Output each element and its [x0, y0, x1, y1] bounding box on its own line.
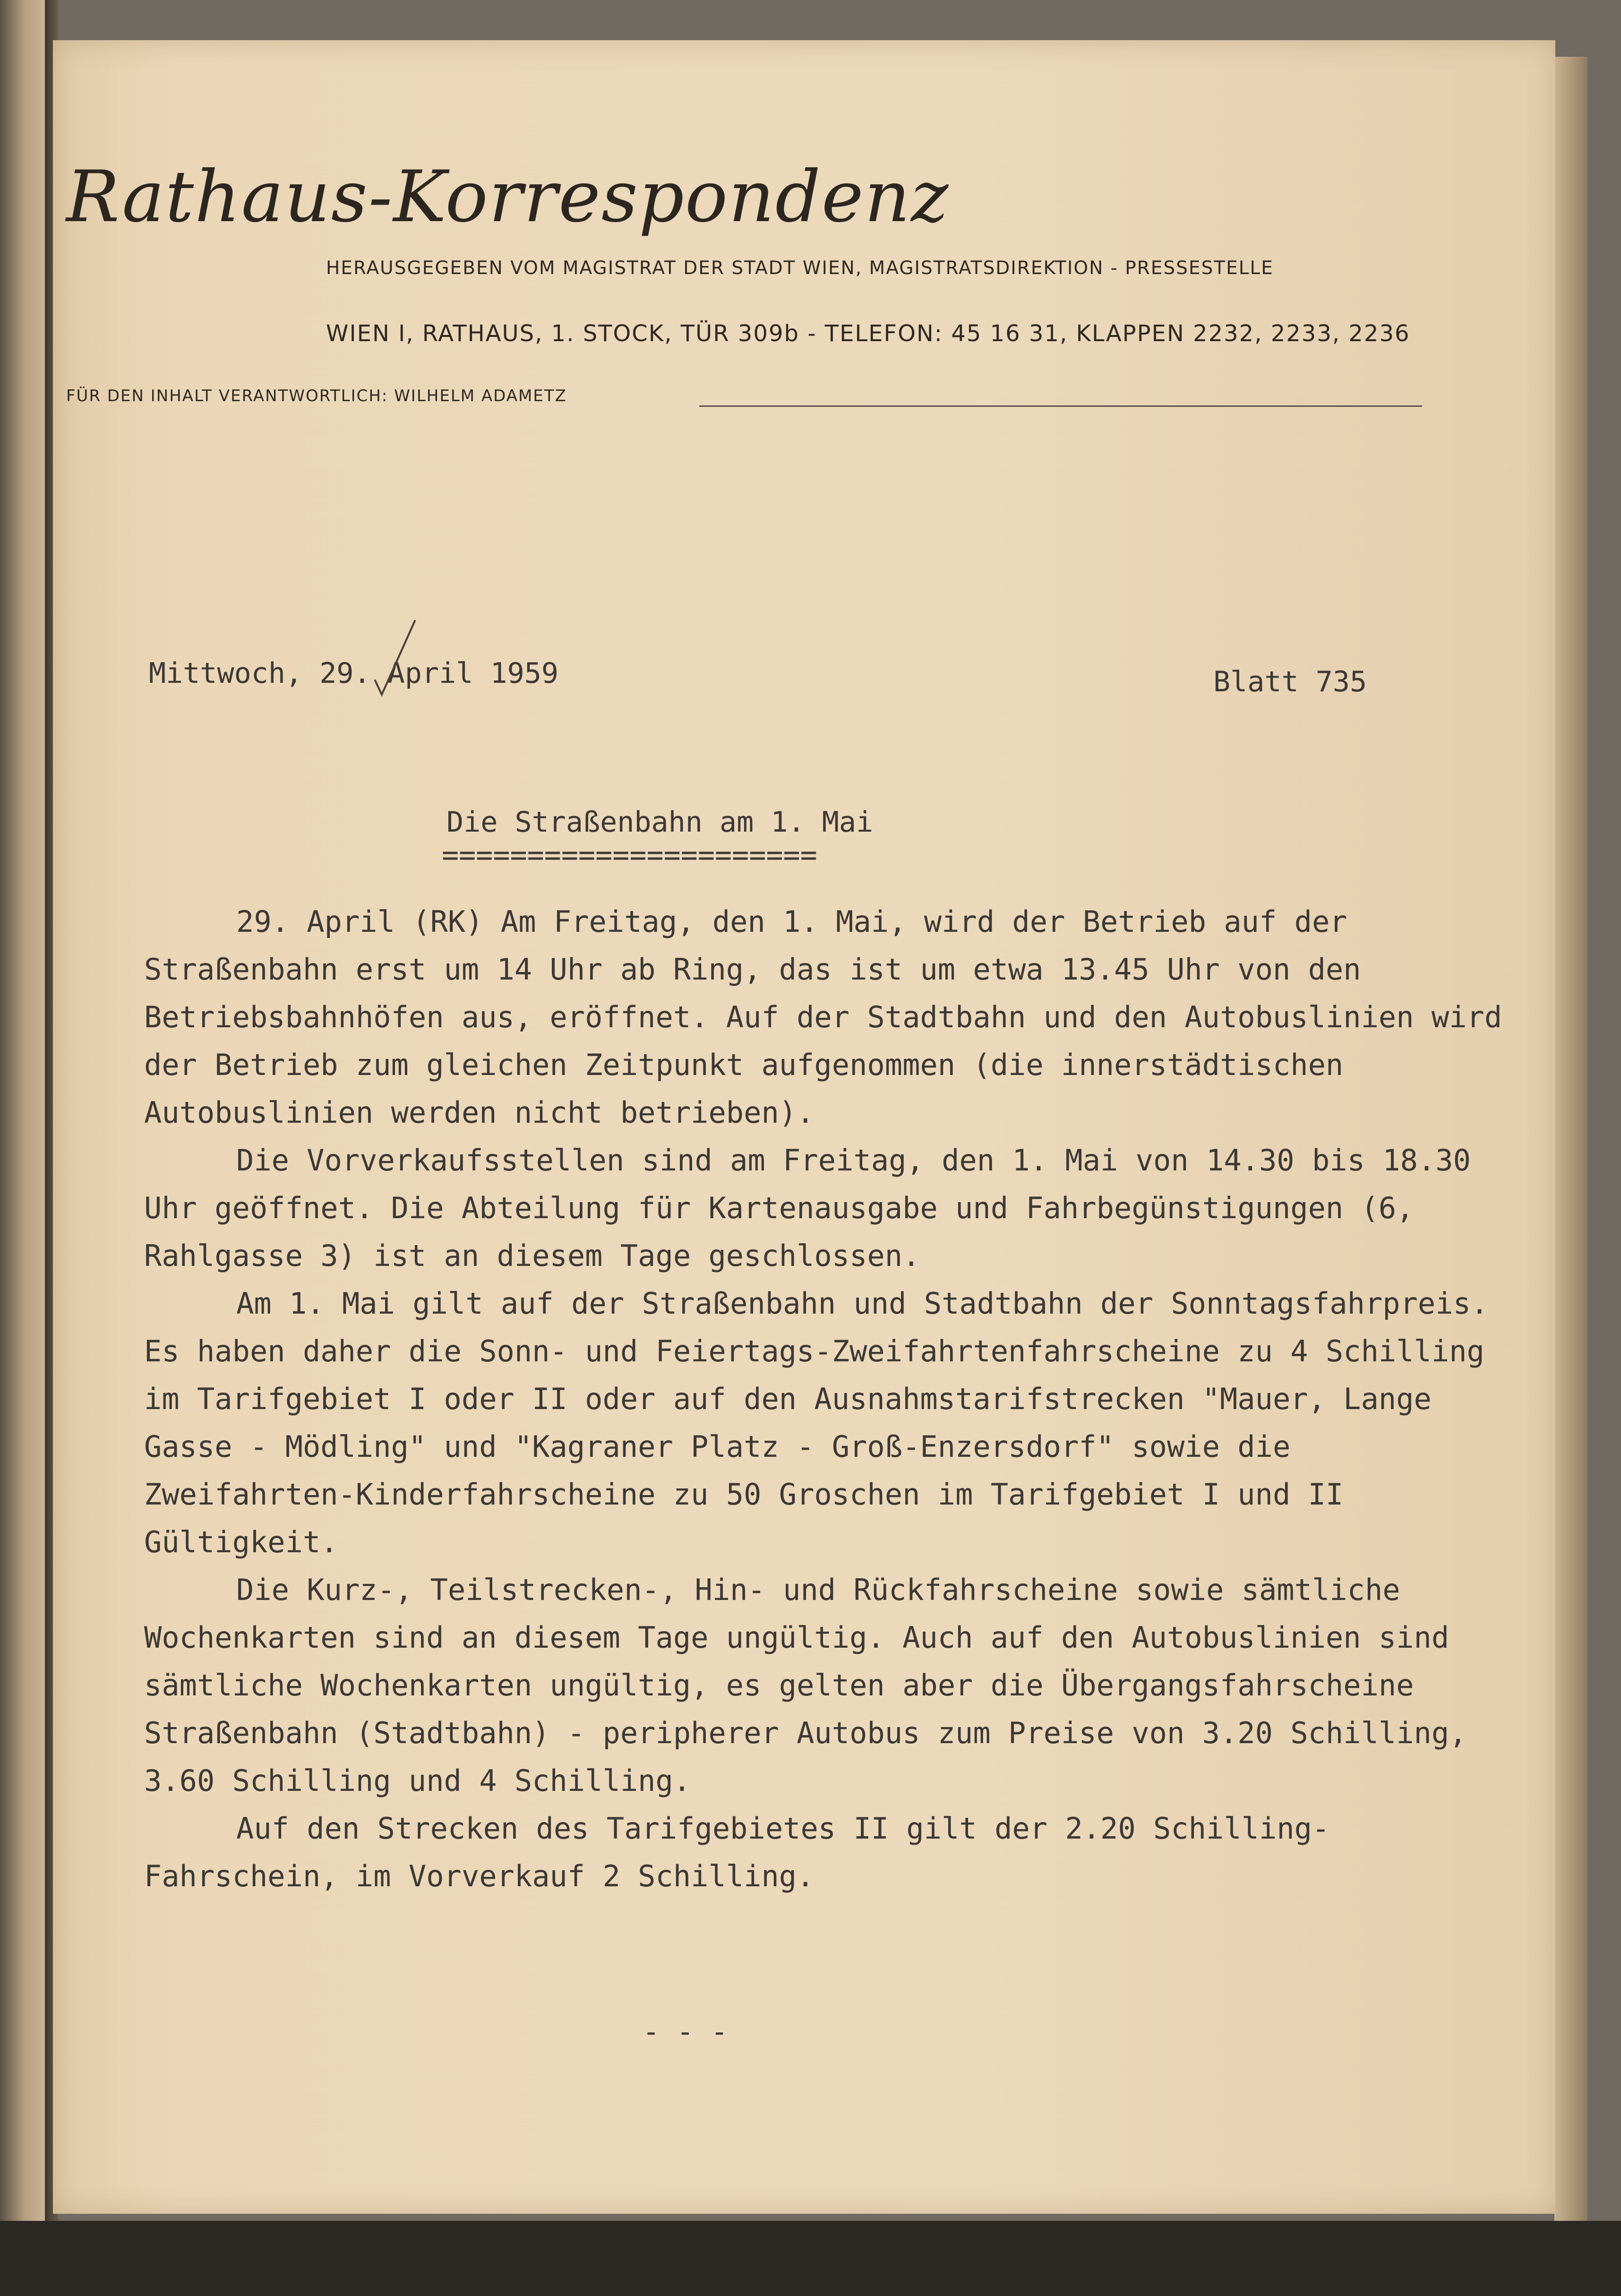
paragraph: 29. April (RK) Am Freitag, den 1. Mai, wird der Betrieb auf der Straßenbahn erst um 14 Uhr ab Ring, das ist um etwa 13.45 Uhr von den Betriebsbahnhöfen aus, eröffnet. Auf der Stadtbahn und den Autobuslinien wird der Betrieb zum gleichen Zeitpunkt aufgenommen (die innerstädtischen Autobuslinien werden nicht betrieben).	[144, 904, 1502, 1130]
masthead-title: Rathaus-Korrespondenz	[66, 156, 950, 238]
editor-rule	[699, 405, 1422, 407]
headline-underline: ======================	[442, 839, 817, 872]
paragraph: Auf den Strecken des Tarifgebietes II gilt der 2.20 Schilling-Fahrschein, im Vorverkauf 2 Schilling.	[144, 1811, 1330, 1893]
pencil-check-mark	[373, 619, 416, 718]
editor-line: FÜR DEN INHALT VERANTWORTLICH: WILHELM ADAMETZ	[66, 387, 567, 405]
publisher-line: HERAUSGEGEBEN VOM MAGISTRAT DER STADT WIEN, MAGISTRATSDIREKTION - PRESSESTELLE	[326, 258, 1274, 279]
date-line: Mittwoch, 29. April 1959	[149, 657, 558, 690]
paragraph: Am 1. Mai gilt auf der Straßenbahn und Stadtbahn der Sonntagsfahrpreis. Es haben daher die Sonn- und Feiertags-Zweifahrtenfahrscheine zu 4 Schilling im Tarifgebiet I oder II oder auf den Ausnahmstarifstrecken "Mauer, Lange Gasse - Mödling" und "Kagraner Platz - Groß-Enzersdorf" sowie die Zweifahrten-Kinderfahrscheine zu 50 Groschen im Tarifgebiet I und II Gültigkeit.	[144, 1286, 1489, 1559]
adjacent-page-edge	[0, 0, 45, 2296]
article-headline: Die Straßenbahn am 1. Mai	[446, 806, 874, 839]
closing-dashes: - - -	[643, 2015, 728, 2048]
article-body	[144, 898, 1514, 1900]
paragraph: Die Vorverkaufsstellen sind am Freitag, den 1. Mai von 14.30 bis 18.30 Uhr geöffnet. Die Abteilung für Kartenausgabe und Fahrbegünstigungen (6, Rahlgasse 3) ist an diesem Tage geschlossen.	[144, 1143, 1471, 1273]
address-line: WIEN I, RATHAUS, 1. STOCK, TÜR 309b - TELEFON: 45 16 31, KLAPPEN 2232, 2233, 2236	[326, 320, 1410, 347]
scan-background	[0, 2221, 1621, 2296]
sheet-number: Blatt 735	[1213, 665, 1367, 698]
paragraph: Die Kurz-, Teilstrecken-, Hin- und Rückfahrscheine sowie sämtliche Wochenkarten sind an diesem Tage ungültig. Auch auf den Autobuslinien sind sämtliche Wochenkarten ungültig, es gelten aber die Übergangsfahrscheine Straßenbahn (Stadtbahn) - peripherer Autobus zum Preise von 3.20 Schilling, 3.60 Schilling und 4 Schilling.	[144, 1573, 1467, 1798]
page-stack-edge	[1554, 57, 1587, 2230]
